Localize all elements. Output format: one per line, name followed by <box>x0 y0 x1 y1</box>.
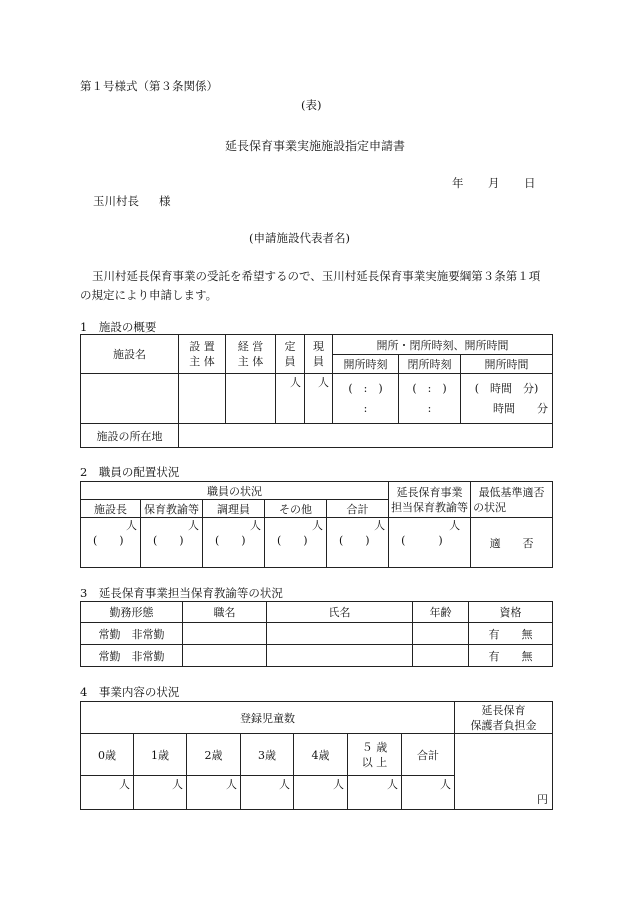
age1-header: 1歳 <box>134 734 187 776</box>
col-total: 合計 <box>327 500 389 518</box>
total-header: 合計 <box>402 734 455 776</box>
body-text-line2: の規定により申請します。 <box>80 288 218 302</box>
age-header: 年齢 <box>413 602 469 623</box>
duration-field[interactable]: ( 時間 分) 時間 分 <box>461 374 553 424</box>
work-type-header: 勤務形態 <box>81 602 183 623</box>
age1-count[interactable]: 人 <box>134 776 187 810</box>
age-field[interactable] <box>413 645 469 667</box>
compliance-field[interactable]: 適 否 <box>471 518 553 568</box>
duration-header: 開所時間 <box>461 355 553 374</box>
date-month: 月 <box>488 176 500 190</box>
age2-header: 2歳 <box>187 734 241 776</box>
col-others: その他 <box>265 500 327 518</box>
minimum-standard-header: 最低基準適否 の状況 <box>471 482 553 518</box>
job-title-header: 職名 <box>183 602 267 623</box>
founder-field[interactable] <box>179 374 226 424</box>
founder-header: 設 置 主 体 <box>179 335 226 374</box>
age5plus-header: ５ 歳 以 上 <box>348 734 402 776</box>
operator-field[interactable] <box>226 374 276 424</box>
name-field[interactable] <box>267 623 413 645</box>
table-row <box>81 623 553 645</box>
name-header: 氏名 <box>267 602 413 623</box>
facility-name-field[interactable] <box>81 374 179 424</box>
recipient-honorific: 様 <box>159 194 171 208</box>
staff-status-header: 職員の状況 <box>81 482 389 500</box>
facility-overview-table <box>80 334 553 448</box>
form-number: 第１号様式（第３条関係） <box>80 79 218 93</box>
open-time-field[interactable]: ( : ) : <box>333 374 399 424</box>
extended-staff-table <box>80 601 553 667</box>
age3-header: 3歳 <box>241 734 294 776</box>
age-field[interactable] <box>413 623 469 645</box>
table-row <box>81 645 553 667</box>
staff-placement-table <box>80 481 553 568</box>
page-title: 延長保育事業実施施設指定申請書 <box>225 139 406 153</box>
others-count[interactable]: 人 ( ) <box>265 518 327 568</box>
qualification-option[interactable]: 有 無 <box>469 645 553 667</box>
recipient: 玉川村長 <box>93 194 139 208</box>
work-type-option[interactable]: 常勤 非常勤 <box>81 623 183 645</box>
age4-count[interactable]: 人 <box>294 776 348 810</box>
operator-header: 経 営 主 体 <box>226 335 276 374</box>
job-title-field[interactable] <box>183 645 267 667</box>
address-field[interactable] <box>179 424 553 448</box>
parent-fee-header: 延長保育 保護者負担金 <box>455 702 553 734</box>
extended-staff-header: 延長保育事業 担当保育教諭等 <box>389 482 471 518</box>
date-day: 日 <box>524 176 536 190</box>
current-header: 現 員 <box>305 335 333 374</box>
section4-heading: 4 事業内容の状況 <box>80 685 180 699</box>
hours-header: 開所・閉所時刻、開所時間 <box>333 335 553 355</box>
section3-heading: 3 延長保育事業担当保育教諭等の状況 <box>80 586 283 600</box>
col-cooks: 調理員 <box>203 500 265 518</box>
teachers-count[interactable]: 人 ( ) <box>141 518 203 568</box>
date-year: 年 <box>452 176 464 190</box>
age0-count[interactable]: 人 <box>81 776 134 810</box>
applicant-label: (申請施設代表者名) <box>249 231 350 245</box>
director-count[interactable]: 人 ( ) <box>81 518 141 568</box>
age4-header: 4歳 <box>294 734 348 776</box>
body-text-line1: 玉川村延長保育事業の受託を希望するので、玉川村延長保育事業実施要綱第３条第１項 <box>92 269 541 283</box>
close-time-header: 閉所時刻 <box>399 355 461 374</box>
qualification-header: 資格 <box>469 602 553 623</box>
work-type-option[interactable]: 常勤 非常勤 <box>81 645 183 667</box>
registered-children-header: 登録児童数 <box>81 702 455 734</box>
section2-heading: 2 職員の配置状況 <box>80 465 180 479</box>
facility-name-header: 施設名 <box>81 335 179 374</box>
section1-heading: 1 施設の概要 <box>80 320 157 334</box>
address-label: 施設の所在地 <box>81 424 179 448</box>
parent-fee-field[interactable]: 円 <box>455 734 553 810</box>
extended-staff-count[interactable]: 人 ( ) <box>389 518 471 568</box>
open-time-header: 開所時刻 <box>333 355 399 374</box>
capacity-field[interactable]: 人 <box>276 374 305 424</box>
total-count[interactable]: 人 ( ) <box>327 518 389 568</box>
close-time-field[interactable]: ( : ) : <box>399 374 461 424</box>
current-field[interactable]: 人 <box>305 374 333 424</box>
side-label: (表) <box>301 98 322 112</box>
age5plus-count[interactable]: 人 <box>348 776 402 810</box>
col-teachers: 保育教諭等 <box>141 500 203 518</box>
program-content-table <box>80 701 553 810</box>
col-director: 施設長 <box>81 500 141 518</box>
name-field[interactable] <box>267 645 413 667</box>
total-count[interactable]: 人 <box>402 776 455 810</box>
qualification-option[interactable]: 有 無 <box>469 623 553 645</box>
age2-count[interactable]: 人 <box>187 776 241 810</box>
age0-header: 0歳 <box>81 734 134 776</box>
age3-count[interactable]: 人 <box>241 776 294 810</box>
job-title-field[interactable] <box>183 623 267 645</box>
cooks-count[interactable]: 人 ( ) <box>203 518 265 568</box>
capacity-header: 定 員 <box>276 335 305 374</box>
